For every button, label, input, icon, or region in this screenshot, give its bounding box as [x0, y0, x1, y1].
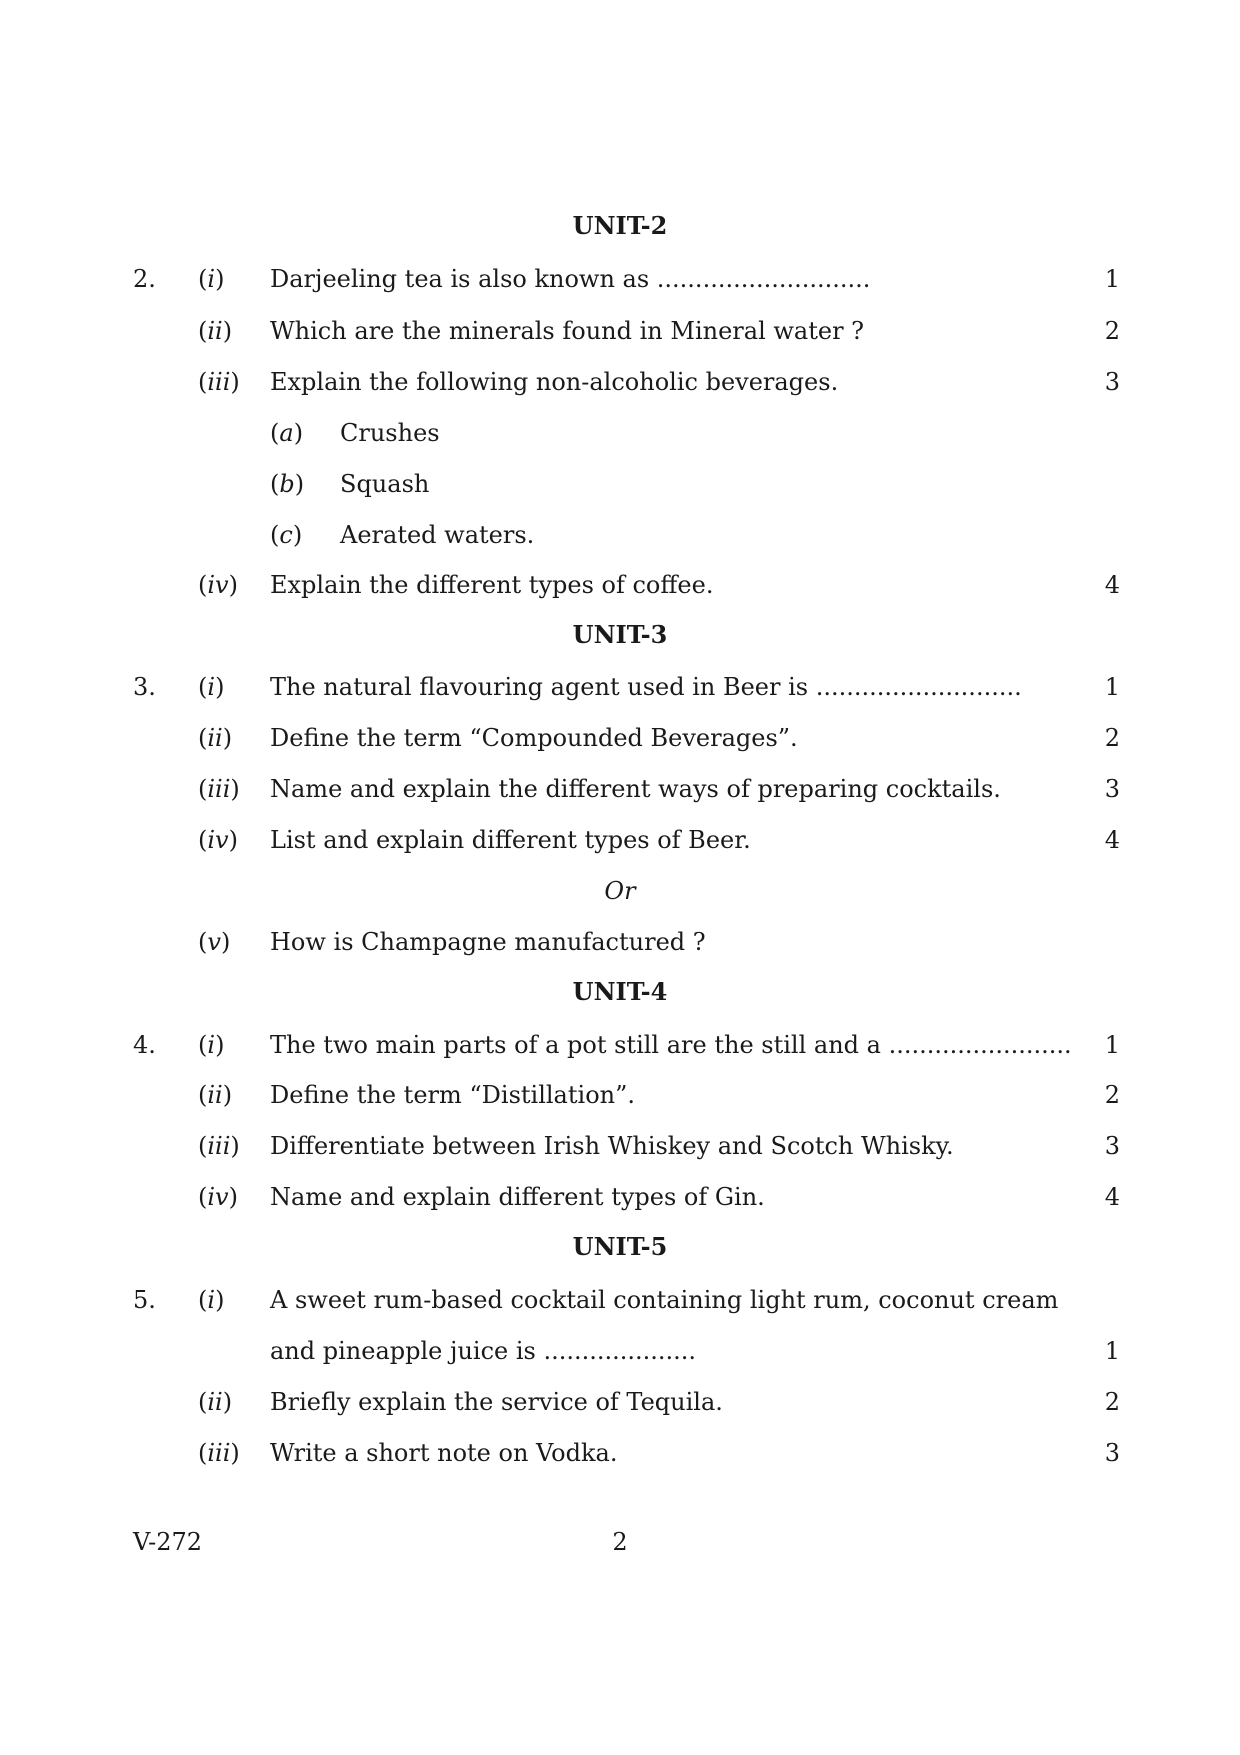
- sub-label: (iv): [198, 1183, 238, 1211]
- question-text: The natural flavouring agent used in Beer is ...........................: [270, 673, 1022, 701]
- marks: 4: [1104, 1183, 1120, 1211]
- question-text: Write a short note on Vodka.: [270, 1439, 618, 1467]
- marks: 4: [1104, 826, 1120, 854]
- option-text: Squash: [340, 470, 430, 498]
- sub-label: (i): [198, 1286, 225, 1314]
- question-text: Define the term “Compounded Beverages”.: [270, 724, 798, 752]
- option-text: Crushes: [340, 419, 440, 447]
- sub-label: (iii): [198, 1439, 240, 1467]
- question-4-iv: [0, 1180, 1240, 1214]
- option-label: (a): [270, 419, 304, 447]
- question-text: Briefly explain the service of Tequila.: [270, 1388, 723, 1416]
- option-text: Aerated waters.: [340, 521, 535, 549]
- sub-label: (iv): [198, 826, 238, 854]
- marks: 1: [1104, 265, 1120, 293]
- marks: 3: [1104, 775, 1120, 803]
- unit-2-heading: UNIT-2: [572, 211, 668, 240]
- question-text: Name and explain different types of Gin.: [270, 1183, 765, 1211]
- question-text: Differentiate between Irish Whiskey and Scotch Whisky.: [270, 1132, 954, 1160]
- marks: 3: [1104, 368, 1120, 396]
- question-text: Name and explain the different ways of preparing cocktails.: [270, 775, 1001, 803]
- question-3-iii: [0, 772, 1240, 806]
- question-3-ii: [0, 721, 1240, 755]
- question-text: Which are the minerals found in Mineral water ?: [270, 317, 865, 345]
- question-2-i: [0, 262, 1240, 296]
- sub-label: (i): [198, 1031, 225, 1059]
- question-4-ii: [0, 1078, 1240, 1112]
- sub-label: (v): [198, 928, 231, 956]
- or-separator: Or: [604, 877, 636, 905]
- sub-label: (iii): [198, 775, 240, 803]
- marks: 2: [1104, 724, 1120, 752]
- question-text: Darjeeling tea is also known as ............................: [270, 265, 871, 293]
- question-4-i: [0, 1028, 1240, 1062]
- question-number: 2.: [133, 265, 156, 293]
- question-2-iii: [0, 365, 1240, 399]
- marks: 4: [1104, 571, 1120, 599]
- question-number: 5.: [133, 1286, 156, 1314]
- marks: 1: [1104, 1031, 1120, 1059]
- sub-label: (ii): [198, 317, 233, 345]
- question-text: Explain the following non-alcoholic beverages.: [270, 368, 839, 396]
- question-text: The two main parts of a pot still are the still and a ........................: [270, 1031, 1072, 1059]
- sub-label: (ii): [198, 724, 233, 752]
- question-4-iii: [0, 1129, 1240, 1163]
- marks: 3: [1104, 1132, 1120, 1160]
- sub-label: (i): [198, 265, 225, 293]
- option-label: (b): [270, 470, 305, 498]
- unit-3-heading: UNIT-3: [572, 620, 668, 649]
- marks: 1: [1104, 1337, 1120, 1365]
- sub-label: (ii): [198, 1388, 233, 1416]
- question-5-iii: [0, 1436, 1240, 1470]
- marks: 2: [1104, 1081, 1120, 1109]
- sub-label: (i): [198, 673, 225, 701]
- option-b: [0, 467, 1240, 501]
- sub-label: (iv): [198, 571, 238, 599]
- option-c: [0, 518, 1240, 552]
- question-3-v: [0, 925, 1240, 959]
- question-5-ii: [0, 1385, 1240, 1419]
- question-5-i-continued: [0, 1334, 1240, 1368]
- question-2-iv: [0, 568, 1240, 602]
- question-2-ii: [0, 314, 1240, 348]
- marks: 1: [1104, 673, 1120, 701]
- marks: 3: [1104, 1439, 1120, 1467]
- question-text: How is Champagne manufactured ?: [270, 928, 706, 956]
- paper-code: V-272: [133, 1528, 203, 1556]
- question-text: and pineapple juice is ....................: [270, 1337, 697, 1365]
- question-5-i: [0, 1283, 1240, 1317]
- unit-5-heading: UNIT-5: [572, 1232, 668, 1261]
- option-a: [0, 416, 1240, 450]
- page-number: 2: [612, 1528, 628, 1556]
- question-3-i: [0, 670, 1240, 704]
- question-number: 4.: [133, 1031, 156, 1059]
- question-3-iv: [0, 823, 1240, 857]
- sub-label: (ii): [198, 1081, 233, 1109]
- sub-label: (iii): [198, 1132, 240, 1160]
- question-text: List and explain different types of Beer.: [270, 826, 751, 854]
- unit-4-heading: UNIT-4: [572, 977, 668, 1006]
- question-number: 3.: [133, 673, 156, 701]
- question-text: Explain the different types of coffee.: [270, 571, 714, 599]
- option-label: (c): [270, 521, 303, 549]
- sub-label: (iii): [198, 368, 240, 396]
- marks: 2: [1104, 317, 1120, 345]
- question-text: Define the term “Distillation”.: [270, 1081, 635, 1109]
- marks: 2: [1104, 1388, 1120, 1416]
- question-text: A sweet rum-based cocktail containing light rum, coconut cream: [270, 1286, 1059, 1314]
